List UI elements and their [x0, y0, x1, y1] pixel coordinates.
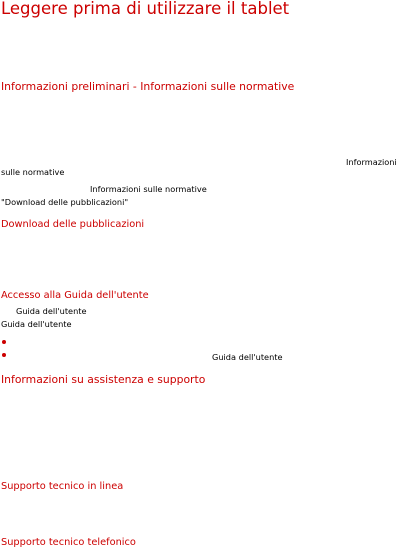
text-fragment-download-quote: "Download delle pubblicazioni" [1, 197, 129, 207]
text-fragment-informazioni: Informazioni [346, 157, 397, 167]
section-heading-support: Informazioni su assistenza e supporto [1, 373, 206, 386]
text-fragment-informazioni-sulle-normative: Informazioni sulle normative [90, 184, 207, 194]
section-heading-download: Download delle pubblicazioni [1, 219, 145, 230]
page-title: Leggere prima di utilizzare il tablet [1, 0, 290, 18]
text-fragment-guida-2: Guida dell'utente [1, 319, 72, 329]
text-fragment-guida-1: Guida dell'utente [16, 306, 87, 316]
section-heading-access: Accesso alla Guida dell'utente [1, 290, 149, 301]
section-heading-prelim: Informazioni preliminari - Informazioni sulle normative [1, 80, 295, 93]
text-fragment-guida-3: Guida dell'utente [212, 352, 283, 362]
bullet-icon [2, 353, 6, 357]
bullet-icon [2, 340, 6, 344]
section-heading-phone-support: Supporto tecnico telefonico [1, 537, 136, 548]
text-fragment-sulle-normative: sulle normative [1, 167, 65, 177]
section-heading-online-support: Supporto tecnico in linea [1, 481, 124, 492]
